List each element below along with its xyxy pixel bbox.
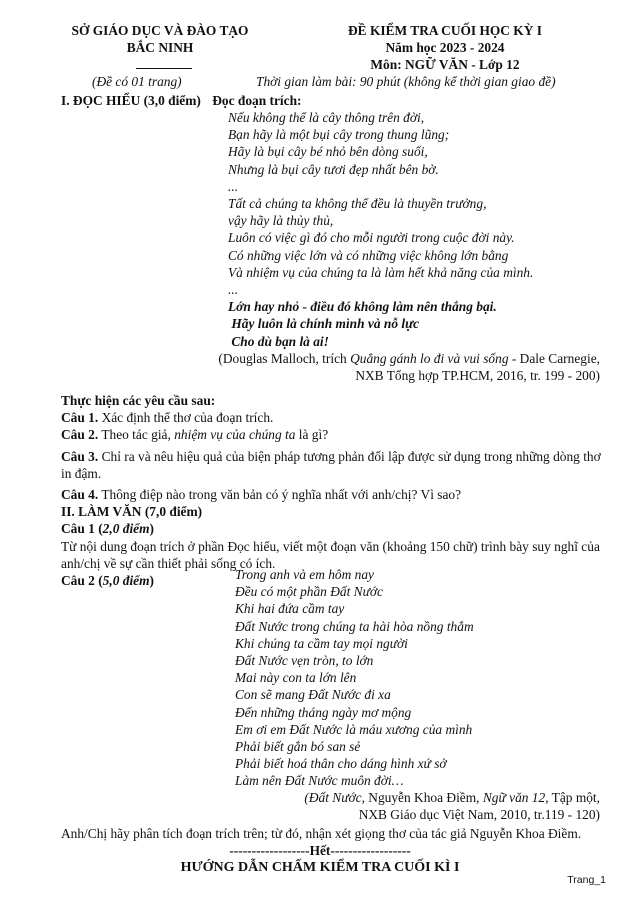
poem-line: Làm nên Đất Nước muôn đời… [235, 773, 404, 789]
school-year: Năm học 2023 - 2024 [385, 40, 505, 55]
poem-line: Phải biết gắn bó san sẻ [235, 739, 361, 755]
poem-source-publisher: NXB Tổng hợp TP.HCM, 2016, tr. 199 - 200) [355, 368, 600, 383]
department-name: SỞ GIÁO DỤC VÀ ĐÀO TẠO [71, 23, 249, 38]
poem-line: Nhưng là bụi cây tươi đẹp nhất bên bờ. [228, 161, 439, 177]
essay-1-prompt: Từ nội dung đoạn trích ở phần Đọc hiểu, viết một đoạn văn (khoảng 150 chữ) trình bày suy nghĩ của anh/chị về sự cần thiết phải sống có ích. [61, 538, 600, 571]
exam-title: ĐỀ KIỂM TRA CUỐI HỌC KỲ I [348, 23, 542, 38]
poem-line: Hãy là bụi cây bé nhỏ bên dòng suối, [228, 144, 428, 160]
poem-line: Tất cả chúng ta không thể đều là thuyền trưởng, [228, 196, 487, 212]
question-4: Câu 4. Thông điệp nào trong văn bản có ý nghĩa nhất với anh/chị? Vì sao? [61, 487, 462, 503]
source-book-title: Quẳng gánh lo đi và vui sống [350, 351, 509, 366]
section1-heading: I. ĐỌC HIỂU (3,0 điểm) [61, 93, 201, 108]
poem-line: Nếu không thể là cây thông trên đời, [228, 110, 425, 125]
tasks-heading: Thực hiện các yêu cầu sau: [61, 393, 216, 408]
poem-excerpt [228, 109, 533, 350]
poem-line: Khi hai đứa cầm tay [235, 601, 345, 617]
question-2: Câu 2. Theo tác giả, nhiệm vụ của chúng ta là gì? [61, 427, 329, 443]
poem-bold-line: Lớn hay nhỏ - điều đó không làm nên thắng bại. [228, 299, 497, 315]
page-count-note: (Đề có 01 trang) [92, 74, 182, 89]
subject-line: Môn: NGỮ VĂN - Lớp 12 [370, 57, 520, 72]
poem-line: Phải biết hoá thân cho dáng hình xứ sở [235, 756, 447, 772]
poem-line: ... [228, 178, 239, 194]
poem-line: Khi chúng ta cầm tay mọi người [235, 635, 408, 651]
essay-2-task: Anh/Chị hãy phân tích đoạn trích trên; từ đó, nhận xét giọng thơ của tác giả Nguyễn Khoa Điềm. [61, 826, 582, 841]
time-note: Thời gian làm bài: 90 phút (không kể thời gian giao đề) [256, 74, 556, 89]
essay-1-heading: Câu 1 (2,0 điểm) [61, 521, 155, 537]
section1-heading-row [61, 92, 301, 109]
poem-line: Có những việc lớn và có những việc không lớn bằng [228, 247, 509, 263]
poem-line: Trong anh và em hôm nay [235, 567, 374, 582]
poem-line: ... [228, 282, 239, 298]
header-divider [136, 68, 192, 69]
poem-line: Và nhiệm vụ của chúng ta là làm hết khả năng của mình. [228, 264, 534, 280]
poem-line: Đất Nước vẹn tròn, to lớn [235, 653, 374, 669]
poem-line: Bạn hãy là một bụi cây trong thung lũng; [228, 127, 450, 143]
section2-heading: II. LÀM VĂN (7,0 điểm) [61, 504, 203, 520]
end-mark: ------------------Hết------------------ [229, 843, 411, 858]
poem-bold-line: Cho dù bạn là ai! [228, 333, 329, 349]
poem-line: Em ơi em Đất Nước là máu xương của mình [235, 721, 473, 737]
poem-line: Con sẽ mang Đất Nước đi xa [235, 687, 391, 703]
question-3: Câu 3. Chỉ ra và nêu hiệu quả của biện pháp tương phản đối lập được sử dụng trong những dòng thơ in đậm. [61, 448, 601, 481]
poem-line: Đất Nước trong chúng ta hài hòa nồng thắm [235, 618, 474, 634]
page-number: Trang_1 [567, 874, 606, 886]
poem2-source: (Đất Nước, Nguyễn Khoa Điềm, Ngữ văn 12, Tập một, [304, 790, 600, 805]
guide-title: HƯỚNG DẪN CHẤM KIỂM TRA CUỐI KÌ I [180, 860, 460, 875]
poem2-source-publisher: NXB Giáo dục Việt Nam, 2010, tr.119 - 120) [358, 807, 600, 822]
poem-line: Luôn có việc gì đó cho mỗi người trong cuộc đời này. [228, 230, 515, 246]
section1-intro: Đọc đoạn trích: [212, 93, 302, 108]
poem-line: Đến những tháng ngày mơ mộng [235, 704, 412, 720]
poem-bold-line: Hãy luôn là chính mình và nỗ lực [228, 316, 420, 332]
poem-source: (Douglas Malloch, trích Quẳng gánh lo đi và vui sống - Dale Carnegie, [218, 351, 600, 366]
reading-questions [61, 392, 607, 589]
question-1: Câu 1. Xác định thể thơ của đoạn trích. [61, 410, 274, 426]
province-name: BẮC NINH [126, 40, 194, 55]
poem-line: vậy hãy là thủy thủ, [228, 213, 334, 229]
poem-line: Đều có một phần Đất Nước [235, 584, 383, 600]
essay-2-heading: Câu 2 (5,0 điểm) [61, 573, 155, 589]
poem-line: Mai này con ta lớn lên [235, 670, 357, 686]
poem-dat-nuoc [235, 566, 474, 790]
